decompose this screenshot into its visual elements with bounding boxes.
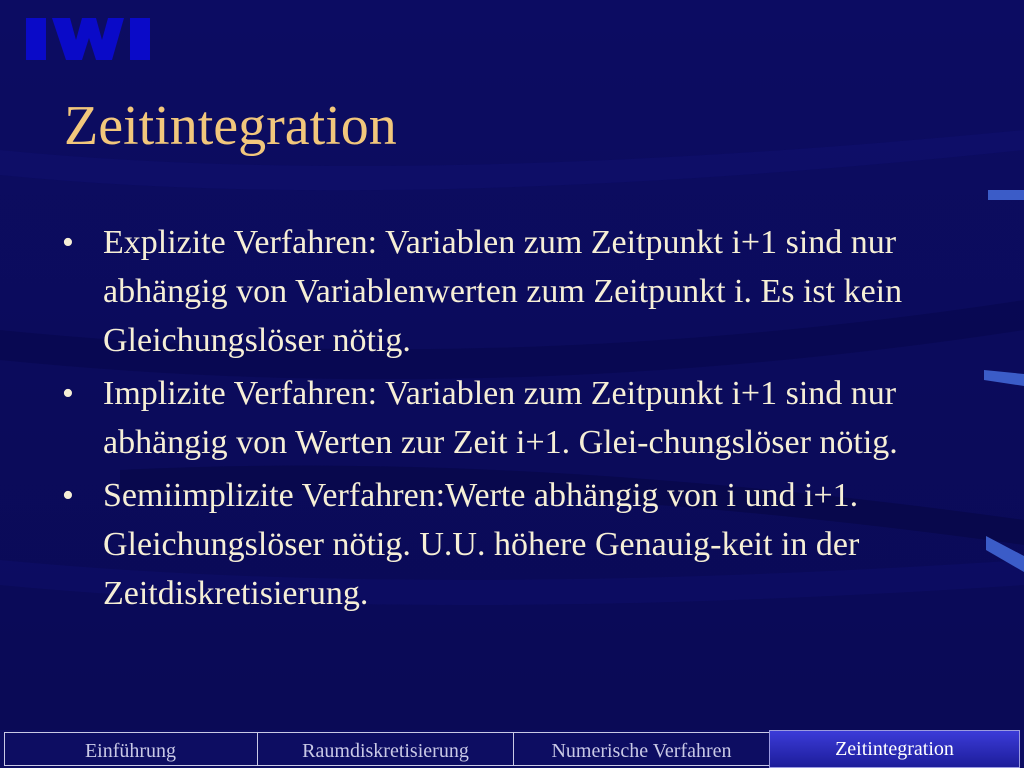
nav-tab-numerische-verfahren[interactable]: Numerische Verfahren — [513, 733, 769, 766]
iwi-logo — [26, 18, 150, 60]
bullet-item-explicit — [60, 218, 930, 365]
nav-tab-einfuehrung[interactable]: Einführung — [84, 740, 177, 762]
bullet-dot-icon: • — [62, 224, 74, 261]
nav-tab-raumdiskretisierung[interactable]: Raumdiskretisierung — [257, 733, 513, 766]
slide-title: Zeitintegration — [64, 95, 397, 157]
bullet-text: Explizite Verfahren: Variablen zum Zeitpunkt i+1 sind nur abhängig von Variablenwerten zum Zeitpunkt i. Es ist kein Gleichungslöser nötig. — [103, 224, 903, 359]
bullet-dot-icon: • — [62, 375, 74, 412]
bullet-item-semi-implicit — [60, 471, 930, 618]
nav-tab-zeitintegration[interactable]: Zeitintegration — [769, 730, 1020, 768]
bullet-dot-icon: • — [62, 477, 74, 514]
bullet-text: Semiimplizite Verfahren:Werte abhängig von i und i+1. Gleichungslöser nötig. U.U. höhere Genauig-keit in der Zeitdiskretisierung. — [103, 477, 860, 612]
section-navigation-bar — [0, 730, 1024, 768]
bullet-text: Implizite Verfahren: Variablen zum Zeitpunkt i+1 sind nur abhängig von Werten zur Zeit i+1. Glei-chungslöser nötig. — [103, 375, 898, 461]
bullet-list — [60, 218, 930, 622]
bullet-item-implicit — [60, 369, 930, 467]
